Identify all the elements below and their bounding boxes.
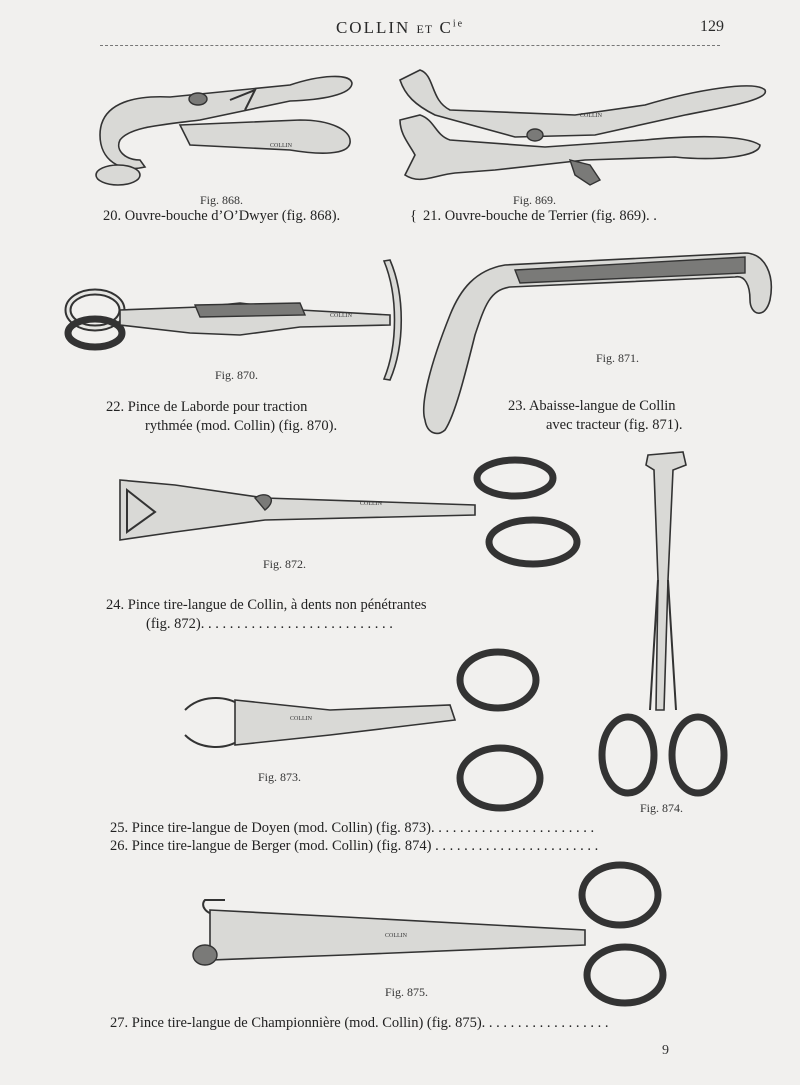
fig-874-label: Fig. 874. [640, 801, 684, 815]
caption-25: 25. Pince tire-langue de Doyen (mod. Collin) (fig. 873). . . . . . . . . . . . . . . . . . . . . . . [110, 820, 595, 836]
fig-871-label: Fig. 871. [596, 351, 640, 365]
illustration-fig-873 [180, 640, 540, 815]
engraving-collin: COLLIN [330, 313, 352, 319]
running-header [0, 18, 800, 38]
header-rule [100, 45, 720, 46]
caption-21: 21. Ouvre-bouche de Terrier (fig. 869). . [423, 208, 657, 224]
engraving-collin: COLLIN [360, 501, 382, 507]
fig-870-label: Fig. 870. [215, 368, 259, 382]
engraving-collin: COLLIN [580, 113, 602, 119]
header-title-et: ET [416, 22, 434, 36]
engraving-collin: COLLIN [270, 143, 292, 149]
caption-24-line2: (fig. 872). . . . . . . . . . . . . . . . . . . . . . . . . . . [146, 616, 393, 632]
caption-20: 20. Ouvre-bouche d’O’Dwyer (fig. 868). [103, 208, 341, 224]
caption-22-line1: 22. Pince de Laborde pour traction [106, 399, 308, 415]
caption-27: 27. Pince tire-langue de Championnière (mod. Collin) (fig. 875). . . . . . . . . . . . . . . . . . [110, 1015, 609, 1031]
illustration-fig-872 [115, 450, 575, 580]
caption-23-line2: avec tracteur (fig. 871). [546, 417, 683, 433]
illustration-fig-868 [90, 65, 360, 195]
page-number: 129 [700, 18, 724, 35]
illustration-fig-874 [598, 450, 733, 800]
caption-21-brace: { [410, 208, 417, 224]
header-title-c: C [439, 18, 453, 37]
engraving-collin: COLLIN [290, 716, 312, 722]
signature-mark: 9 [662, 1043, 669, 1058]
illustration-fig-869 [395, 65, 770, 190]
fig-875-label: Fig. 875. [385, 985, 429, 999]
header-title: COLLIN [335, 18, 411, 37]
header-title-sup: ie [452, 18, 465, 30]
fig-873-label: Fig. 873. [258, 770, 302, 784]
fig-872-label: Fig. 872. [263, 557, 307, 571]
caption-26: 26. Pince tire-langue de Berger (mod. Collin) (fig. 874) . . . . . . . . . . . . . . . . . . . . . . . [110, 838, 599, 854]
illustration-fig-870 [60, 255, 405, 385]
caption-24-line1: 24. Pince tire-langue de Collin, à dents non pénétrantes [106, 597, 427, 613]
caption-23-line1: 23. Abaisse-langue de Collin [508, 398, 676, 414]
caption-22-line2: rythmée (mod. Collin) (fig. 870). [145, 418, 338, 434]
fig-868-label: Fig. 868. [200, 193, 244, 207]
engraving-collin: COLLIN [385, 933, 407, 939]
fig-869-label: Fig. 869. [513, 193, 557, 207]
